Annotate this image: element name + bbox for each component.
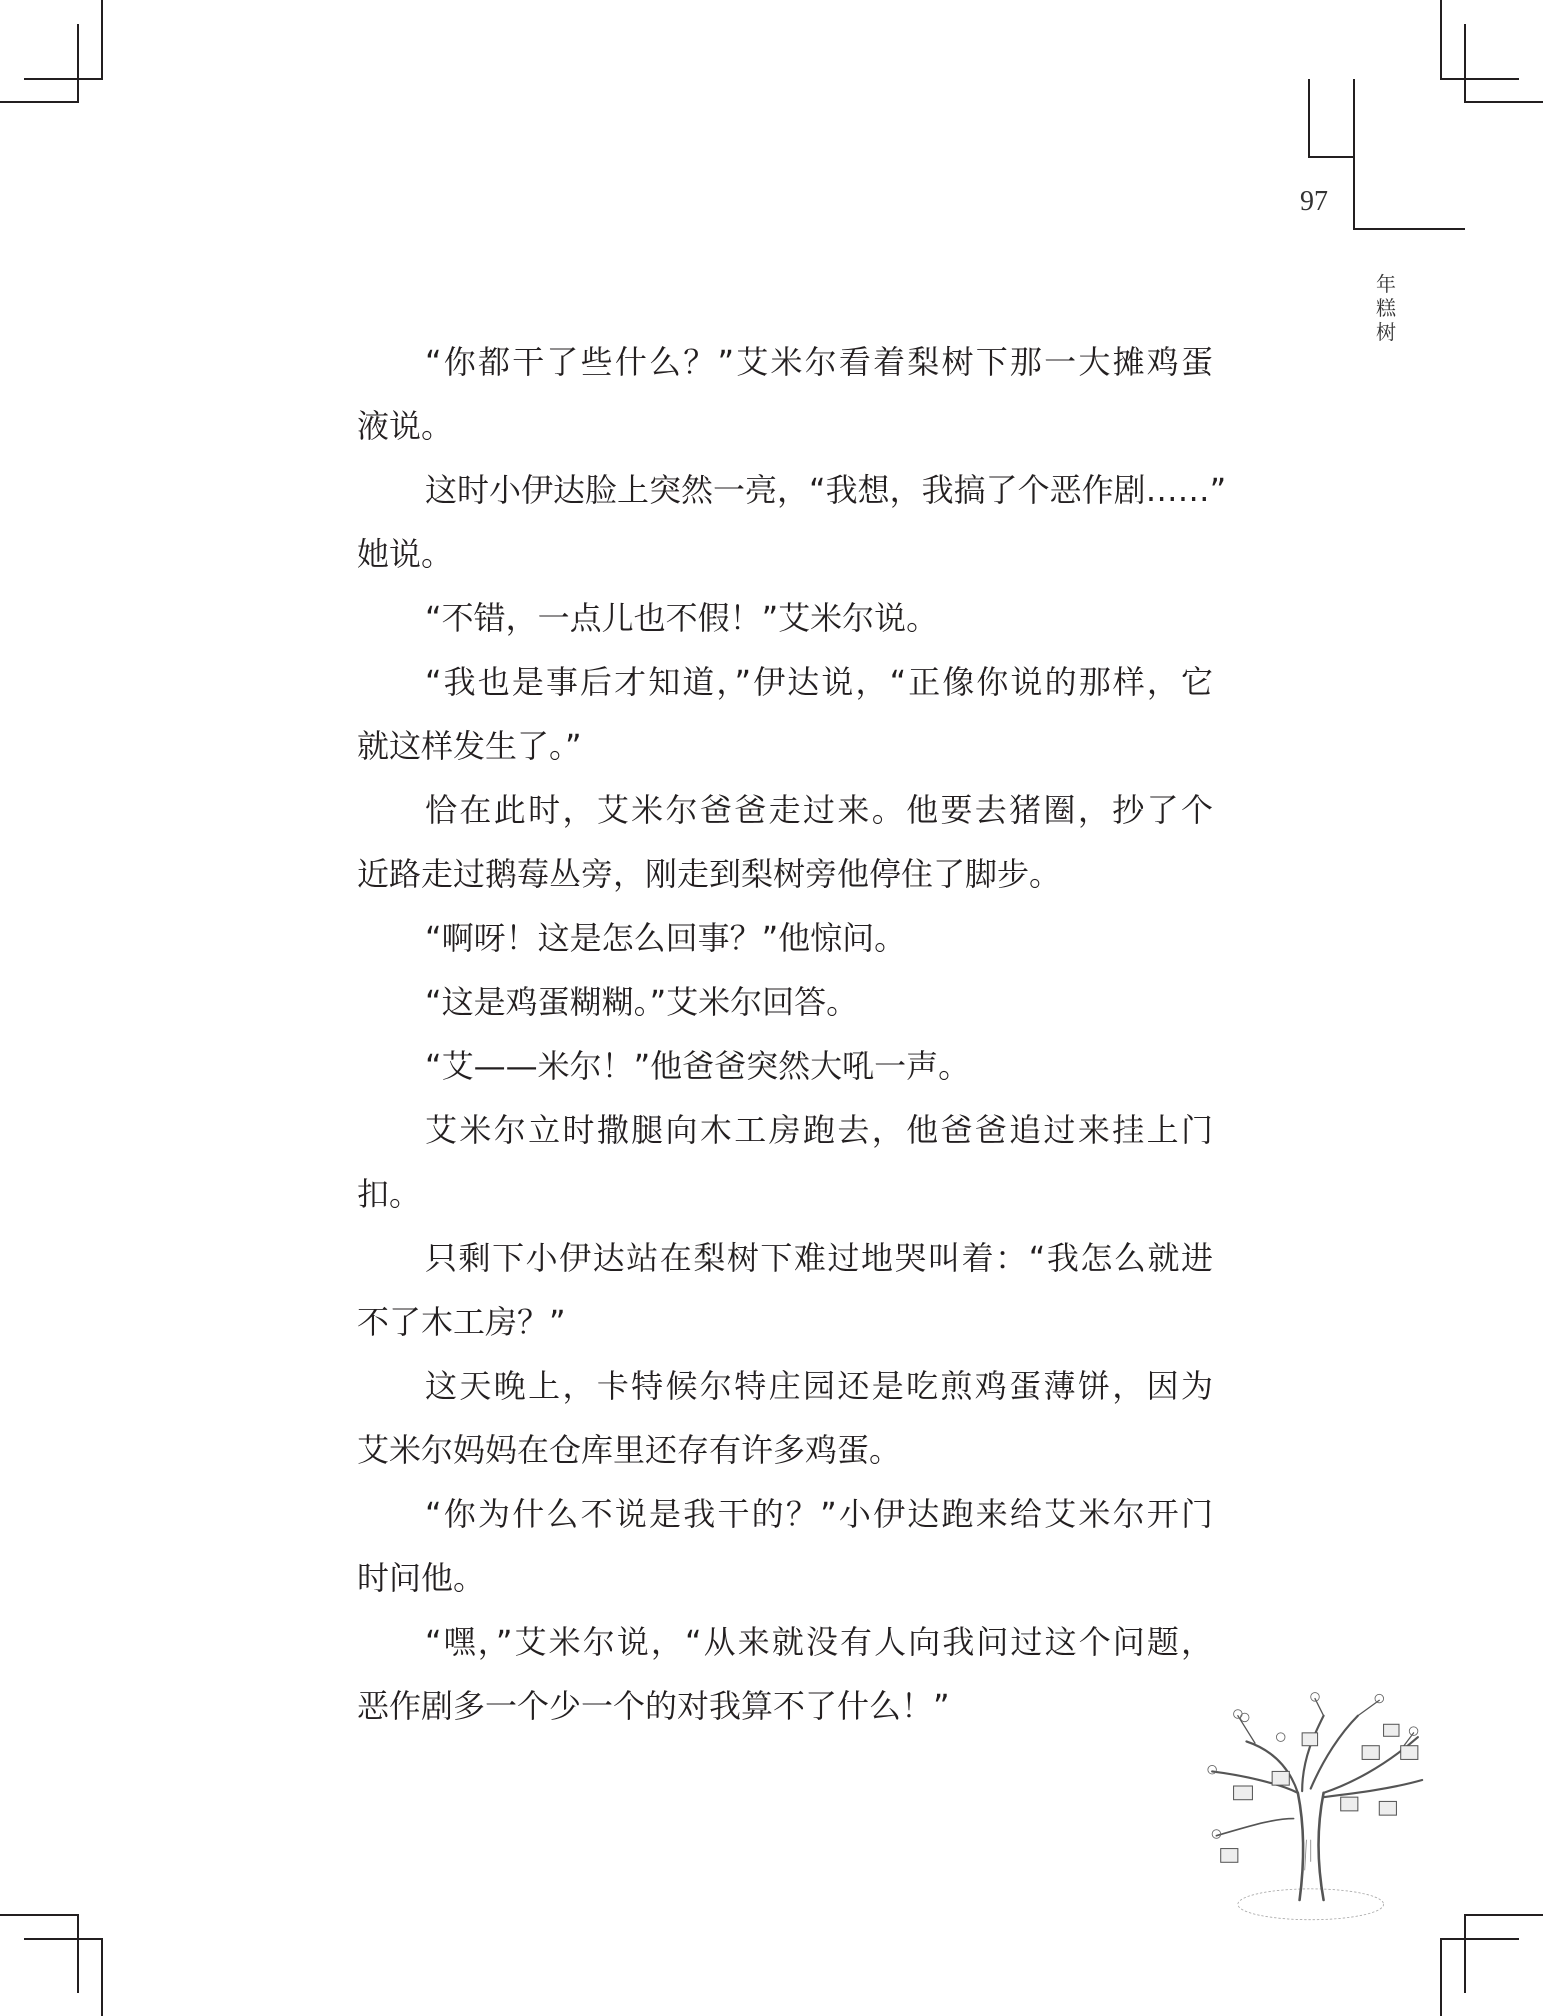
text-line: 只剩下小伊达站在梨树下难过地哭叫着：“我怎么就进 xyxy=(425,1239,1213,1277)
text-line: “这是鸡蛋糊糊。”艾米尔回答。 xyxy=(425,983,859,1021)
text-line: 她说。 xyxy=(357,535,454,573)
running-title xyxy=(1374,272,1398,344)
running-title-char: 树 xyxy=(1376,320,1396,344)
text-line: 不了木工房？” xyxy=(357,1303,566,1341)
text-line: 艾米尔立时撒腿向木工房跑去，他爸爸追过来挂上门 xyxy=(425,1111,1213,1149)
text-line: “艾——米尔！”他爸爸突然大吼一声。 xyxy=(425,1047,971,1085)
text-line: “不错，一点儿也不假！”艾米尔说。 xyxy=(425,599,939,637)
text-line: 这时小伊达脸上突然一亮，“我想，我搞了个恶作剧……” xyxy=(425,471,1227,509)
text-line: “我也是事后才知道，”伊达说，“正像你说的那样，它 xyxy=(425,663,1213,701)
body-text xyxy=(357,330,1227,1738)
text-line: 恶作剧多一个少一个的对我算不了什么！” xyxy=(357,1687,950,1725)
text-line: 近路走过鹅莓丛旁，刚走到梨树旁他停住了脚步。 xyxy=(357,855,1062,893)
text-line: “你都干了些什么？”艾米尔看着梨树下那一大摊鸡蛋 xyxy=(425,343,1213,381)
text-line: 这天晚上，卡特候尔特庄园还是吃煎鸡蛋薄饼，因为 xyxy=(425,1367,1213,1405)
text-line: “你为什么不说是我干的？”小伊达跑来给艾米尔开门 xyxy=(425,1495,1213,1533)
text-line: “啊呀！这是怎么回事？”他惊问。 xyxy=(425,919,907,957)
running-title-char: 糕 xyxy=(1376,296,1396,320)
text-line: 就这样发生了。” xyxy=(357,727,582,765)
text-line: 扣。 xyxy=(357,1175,422,1213)
tree-illustration xyxy=(1185,1690,1445,1930)
text-line: 液说。 xyxy=(357,407,454,445)
text-line: 时问他。 xyxy=(357,1559,486,1597)
text-line: 艾米尔妈妈在仓库里还存有许多鸡蛋。 xyxy=(357,1431,902,1469)
text-line: 恰在此时，艾米尔爸爸走过来。他要去猪圈，抄了个 xyxy=(425,791,1213,829)
page-number: 97 xyxy=(1300,186,1328,217)
running-title-char: 年 xyxy=(1376,272,1396,296)
text-line: “嘿，”艾米尔说，“从来就没有人向我问过这个问题， xyxy=(425,1623,1213,1661)
